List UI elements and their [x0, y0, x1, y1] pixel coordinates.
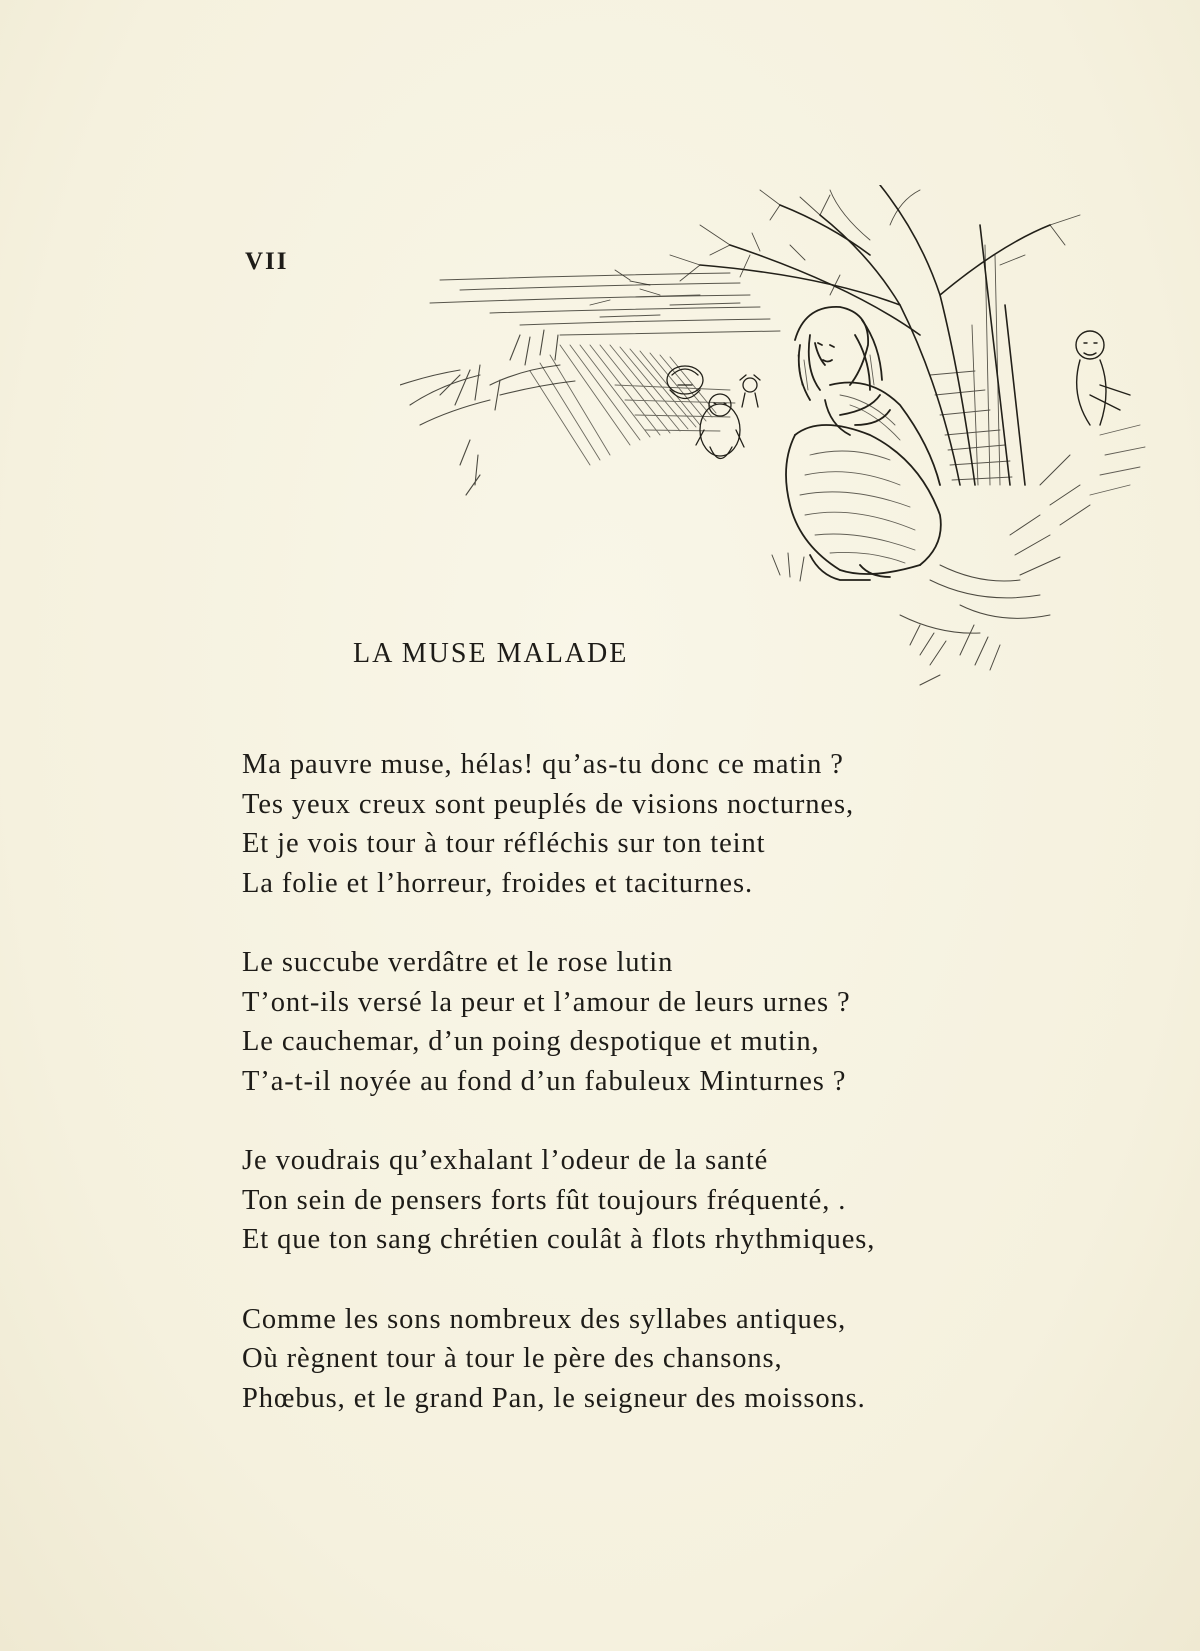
poem-title: LA MUSE MALADE [353, 638, 629, 669]
verse-line: Tes yeux creux sont peuplés de visions nocturnes, [242, 788, 854, 820]
verse-line: Comme les sons nombreux des syllabes antiques, [242, 1303, 847, 1335]
verse-line: Et que ton sang chrétien coulât à flots rhythmiques, [242, 1224, 876, 1255]
verse-line: Où règnent tour à tour le père des chansons, [242, 1343, 783, 1374]
poem-body [242, 745, 1002, 1458]
verse-line: Le cauchemar, d’un poing despotique et mutin, [242, 1026, 820, 1057]
stanza-2 [242, 943, 1002, 1101]
verse-line: Je voudrais qu’exhalant l’odeur de la santé [242, 1145, 769, 1176]
verse-line: La folie et l’horreur, froides et taciturnes. [242, 867, 753, 899]
section-number: VII [245, 248, 289, 275]
stanza-4 [242, 1300, 1002, 1419]
verse-line: Phœbus, et le grand Pan, le seigneur des moissons. [242, 1382, 866, 1414]
verse-line: T’a-t-il noyée au fond d’un fabuleux Minturnes ? [242, 1065, 847, 1097]
verse-line: Ma pauvre muse, hélas! qu’as-tu donc ce matin ? [242, 749, 844, 780]
stanza-1 [242, 745, 1002, 903]
verse-line: Et je vois tour à tour réfléchis sur ton teint [242, 828, 766, 859]
verse-line: Ton sein de pensers forts fût toujours fréquenté, . [242, 1184, 847, 1216]
stanza-3 [242, 1141, 1002, 1260]
verse-line: Le succube verdâtre et le rose lutin [242, 947, 674, 978]
etching-sick-muse-icon [400, 185, 1160, 705]
verse-line: T’ont-ils versé la peur et l’amour de leurs urnes ? [242, 986, 851, 1018]
